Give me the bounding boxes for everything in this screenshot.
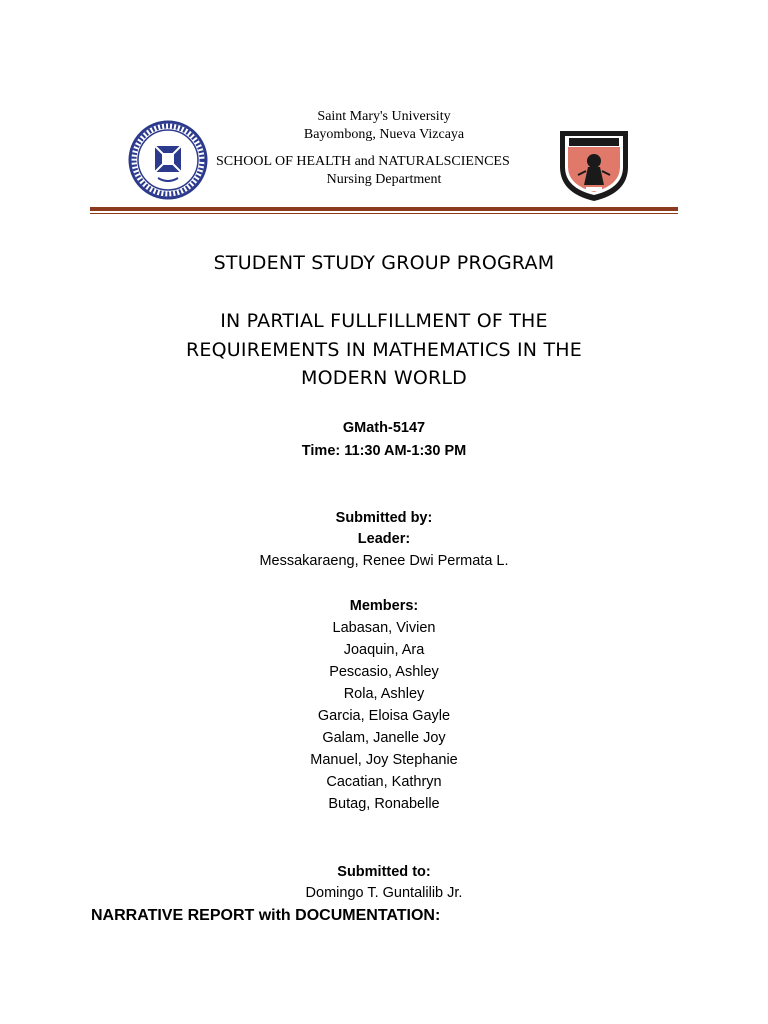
member-item: Manuel, Joy Stephanie <box>310 752 458 768</box>
member-item: Cacatian, Kathryn <box>326 774 442 790</box>
member-item: Galam, Janelle Joy <box>322 730 446 746</box>
member-item: Garcia, Eloisa Gayle <box>317 708 451 724</box>
member-item: Rola, Ashley <box>343 686 425 702</box>
course-time: Time: 11:30 AM-1:30 PM <box>301 443 467 459</box>
members-label: Members: <box>349 598 419 614</box>
program-title: STUDENT STUDY GROUP PROGRAM <box>213 252 555 274</box>
purpose-line-1: IN PARTIAL FULLFILLMENT OF THE <box>220 310 548 332</box>
university-location: Bayombong, Nueva Vizcaya <box>303 127 465 142</box>
course-code: GMath-5147 <box>342 420 426 436</box>
leader-label: Leader: <box>357 531 411 547</box>
submitted-by-label: Submitted by: <box>335 510 433 526</box>
member-item: Pescasio, Ashley <box>329 664 439 680</box>
member-item: Joaquin, Ara <box>343 642 425 658</box>
narrative-report-heading: NARRATIVE REPORT with DOCUMENTATION: <box>91 907 441 924</box>
header-divider-thick <box>90 207 678 211</box>
school-name: SCHOOL OF HEALTH and NATURALSCIENCES <box>216 154 510 169</box>
purpose-line-2: REQUIREMENTS IN MATHEMATICS IN THE <box>186 339 582 361</box>
instructor-name: Domingo T. Guntalilib Jr. <box>305 885 463 901</box>
member-item: Labasan, Vivien <box>332 620 436 636</box>
submitted-to-label: Submitted to: <box>337 864 431 880</box>
department-name: Nursing Department <box>326 172 442 187</box>
member-item: Butag, Ronabelle <box>328 796 440 812</box>
leader-name: Messakaraeng, Renee Dwi Permata L. <box>259 553 509 569</box>
university-name: Saint Mary's University <box>317 109 451 124</box>
header-divider-thin <box>90 213 678 214</box>
purpose-line-3: MODERN WORLD <box>301 367 467 389</box>
